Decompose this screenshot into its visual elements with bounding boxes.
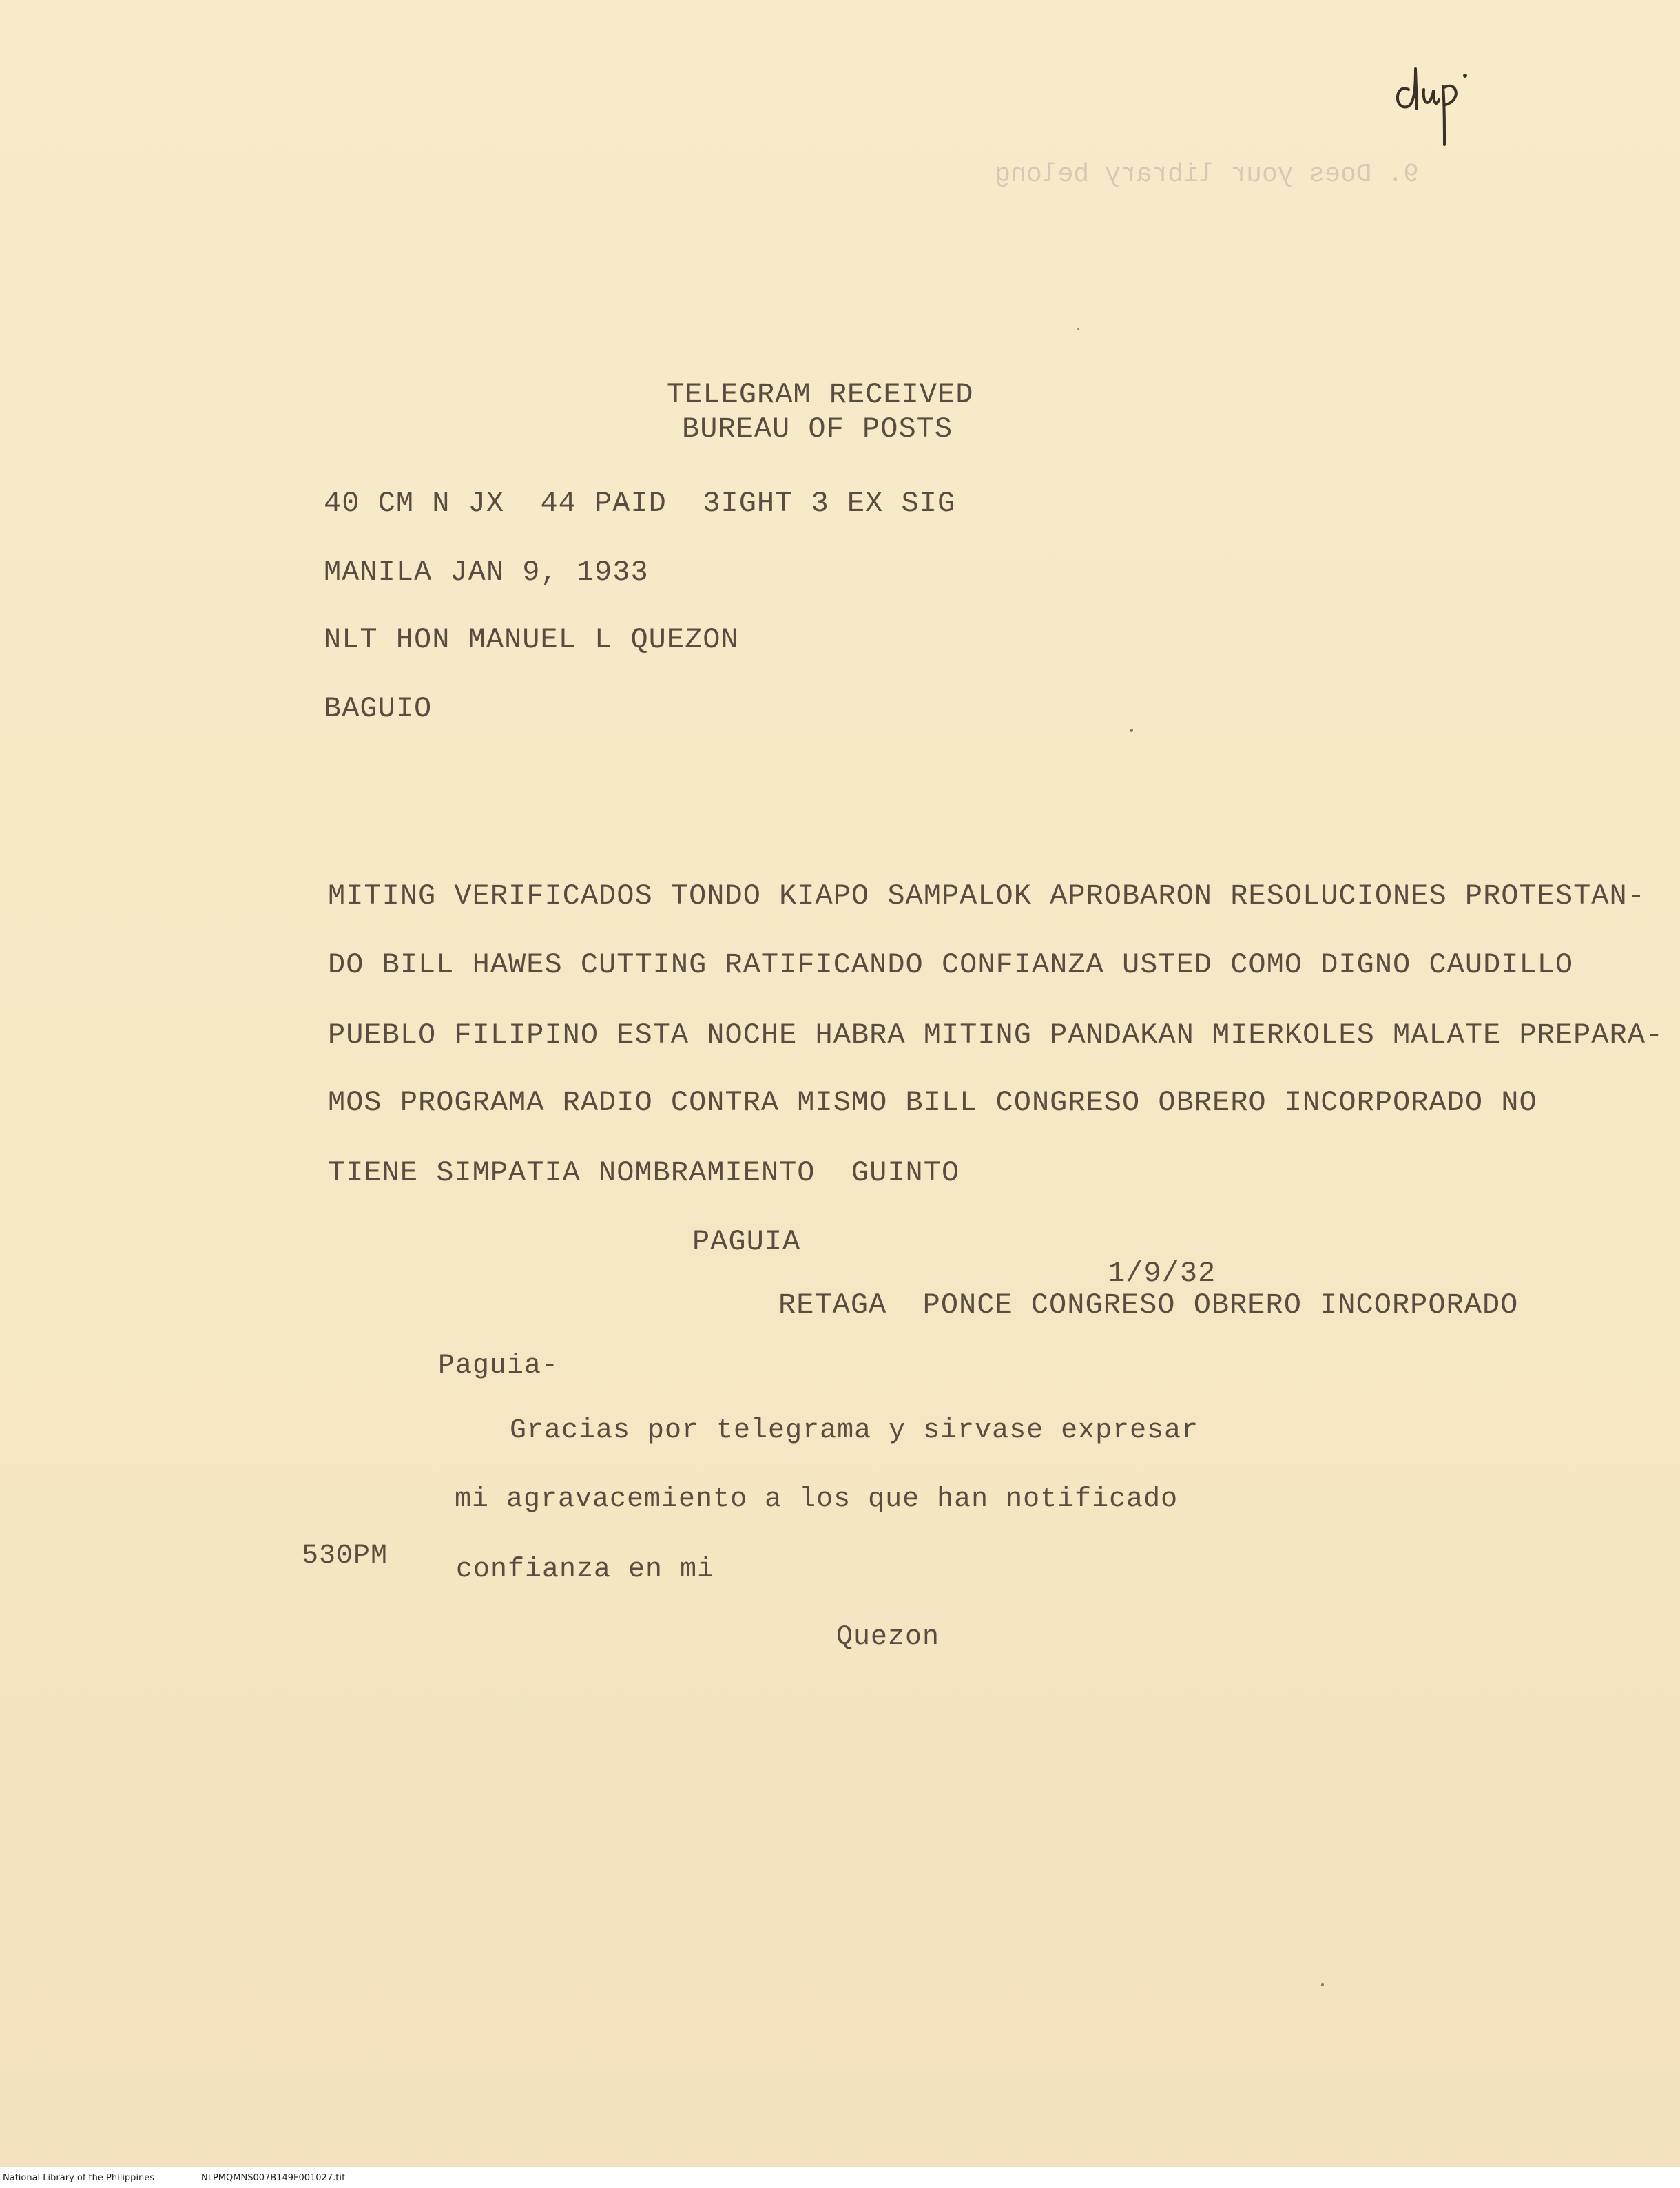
- telegram-body-line: DO BILL HAWES CUTTING RATIFICANDO CONFIANZA USTED COMO DIGNO CAUDILLO: [328, 948, 1574, 981]
- footer-institution: National Library of the Philippines: [3, 2173, 155, 2183]
- reply-signature: Quezon: [836, 1622, 940, 1653]
- telegram-destination: BAGUIO: [324, 692, 433, 725]
- telegram-subtitle: BUREAU OF POSTS: [682, 413, 953, 446]
- telegram-signer-1: PAGUIA: [692, 1225, 801, 1258]
- bleed-through-text: 9. Does your library belong: [995, 160, 1419, 189]
- footer-file-id: NLPMQMNS007B149F001027.tif: [201, 2173, 345, 2183]
- paper-speck: [1321, 1983, 1324, 1986]
- reply-line: Gracias por telegrama y sirvase expresar: [510, 1415, 1199, 1446]
- telegram-addressee: NLT HON MANUEL L QUEZON: [324, 623, 739, 656]
- telegram-body-line: MOS PROGRAMA RADIO CONTRA MISMO BILL CONGRESO OBRERO INCORPORADO NO: [328, 1086, 1537, 1119]
- paper-speck: [1077, 328, 1079, 330]
- reply-line: confianza en mi: [456, 1554, 715, 1585]
- telegram-body-line: TIENE SIMPATIA NOMBRAMIENTO GUINTO: [328, 1156, 960, 1189]
- telegram-signer-2: RETAGA PONCE CONGRESO OBRERO INCORPORADO: [778, 1289, 1519, 1322]
- reply-line: mi agravacemiento a los que han notificado: [455, 1484, 1179, 1515]
- telegram-date-note: 1/9/32: [1108, 1257, 1216, 1290]
- telegram-place-date: MANILA JAN 9, 1933: [324, 556, 649, 589]
- telegram-title: TELEGRAM RECEIVED: [667, 378, 974, 411]
- telegram-body-line: PUEBLO FILIPINO ESTA NOCHE HABRA MITING PANDAKAN MIERKOLES MALATE PREPARA-: [328, 1019, 1664, 1052]
- telegram-code-line: 40 CM N JX 44 PAID 3IGHT 3 EX SIG: [324, 487, 956, 520]
- paper-speck: [1130, 729, 1133, 732]
- telegram-body-line: MITING VERIFICADOS TONDO KIAPO SAMPALOK APROBARON RESOLUCIONES PROTESTAN-: [328, 879, 1646, 913]
- reply-time: 530PM: [302, 1541, 388, 1572]
- reply-salutation: Paguia-: [438, 1351, 559, 1382]
- scan-footer: [0, 2167, 1680, 2188]
- handwritten-annotation-dup: [1388, 41, 1484, 152]
